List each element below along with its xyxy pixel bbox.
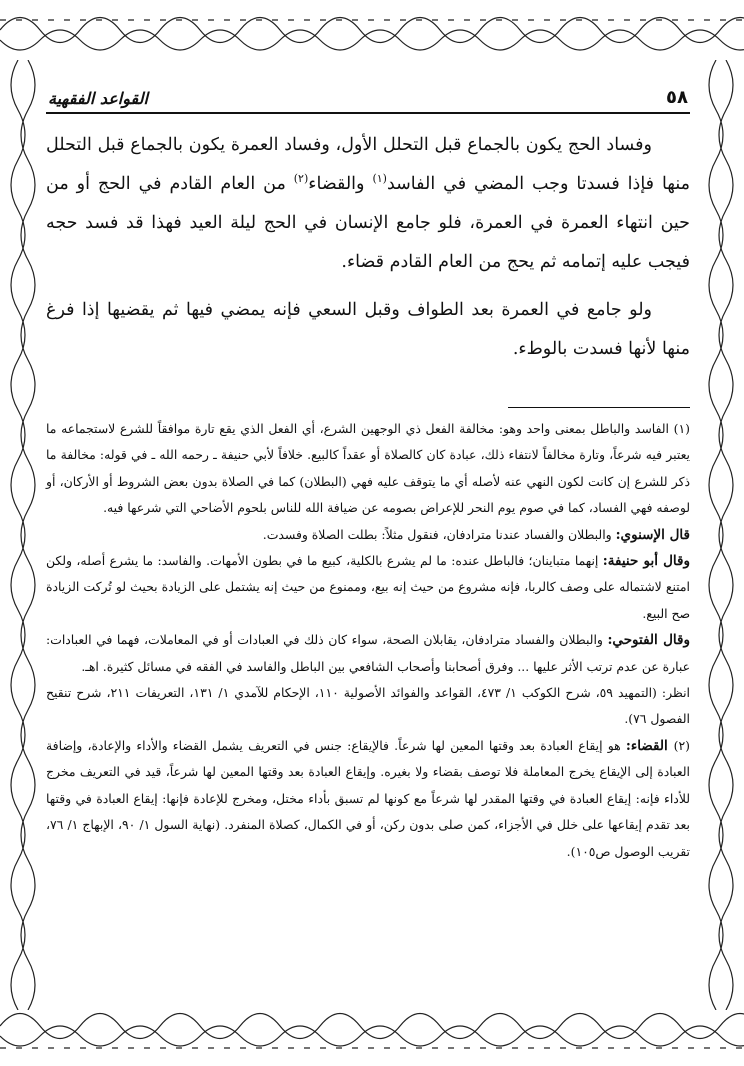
running-title: القواعد الفقهية — [48, 89, 148, 108]
top-ornament-border — [0, 0, 744, 70]
footnote-ref-1[interactable]: (١) — [372, 172, 387, 186]
footnote-1-references: انظر: (التمهيد ٥٩، شرح الكوكب ١/ ٤٧٣، القواعد والفوائد الأصولية ١١٠، الإحكام للآمدي ١/ ١٣١، التعريفات ٢١١، شرح تنقيح الفصول ٧٦). — [46, 685, 690, 727]
page-number: ٥٨ — [666, 87, 688, 108]
footnote-1: (١) الفاسد والباطل بمعنى واحد وهو: مخالفة الفعل ذي الوجهين الشرع، أي الفعل الذي يقع تارة موافقاً للشرع لاستجماعه ما يعتبر فيه شرعاً، وتارة مخالفاً لانتفاء ذلك، عبادة كان كالصلاة أو عقداً كالبيع. خلافاً لأبي حنيفة ـ رحمه الله ـ في قوله: مخالفة ما ذكر للشرع إن كانت لكون النهي عنه لأصله أي ما يتوقف عليه فهي (البطلان) كما في الصلاة بدون بعض الشروط أو الأركان، أو لوصفه فهي الفساد، كما في صوم يوم النحر للإعراض بصومه عن ضيافة الله للناس بلحوم الأضاحي التي شرعها فيه. — [46, 421, 690, 516]
footnote-1-abu-hanifa: وقال أبو حنيفة: إنهما متباينان؛ فالباطل عنده: ما لم يشرع بالكلية، كبيع ما في بطون الأمهات. والفاسد: ما يشرع أصله، ولكن امتنع لاشتماله على وصف كالربا، فإنه مشروع من حيث إنه بيع، وممنوع من حيث إنه يشتمل على الزيادة بحيث لو تُركت الزيادة صح البيع. — [46, 553, 690, 621]
footnotes — [46, 416, 690, 865]
footnote-2: (٢) القضاء: هو إيقاع العبادة بعد وقتها المعين لها شرعاً. فالإيقاع: جنس في التعريف يشمل القضاء والأداء والإعادة، وإضافة العبادة إلى الإيقاع يخرج المعاملة فلا توصف بقضاء ولا بغيره. وإيقاع العبادة بعد وقتها المعين لها شرعاً، قيد في التعريف مخرج للأداء فإنه: إيقاع العبادة في وقتها المقدر لها شرعاً مع كونها لم تسبق بأداء مختل، ومخرج للإعادة فإنها: إيقاع العبادة في وقتها بعد تقدم إيقاعها على خلل في الأجزاء، كمن صلى بدون ركن، أو في الكمال، كصلاة المنفرد. (نهاية السول ١/ ٩٠، الإبهاج ١/ ٧٦، تقريب الوصول ص١٠٥). — [46, 737, 691, 859]
right-ornament-border — [700, 60, 744, 1010]
running-header — [46, 82, 690, 114]
footnote-1-isnawi: قال الإسنوي: والبطلان والفساد عندنا مترادفان، فنقول مثلاً: بطلت الصلاة وفسدت. — [262, 526, 690, 543]
main-text — [46, 126, 690, 369]
bottom-ornament-border — [0, 996, 744, 1066]
page-content — [46, 82, 690, 865]
footnote-ref-2[interactable]: (٢) — [293, 172, 309, 186]
footnote-1-futuhi: وقال الفتوحي: والبطلان والفساد مترادفان، يقابلان الصحة، سواء كان ذلك في العبادات أو في المعاملات، فهما في العبادات: عبارة عن عدم ترتب الأثر عليها ... وفرق أصحابنا وأصحاب الشافعي بين الباطل والفاسد في الفقه في مسائل كثيرة. اهـ. — [46, 632, 690, 674]
main-paragraph-1: وفساد الحج يكون بالجماع قبل التحلل الأول، وفساد العمرة يكون بالجماع قبل التحلل منها فإذا فسدتا وجب المضي في الفاسد$^{(١)}$ والقضاء$^{(٢)}$ من العام القادم في الحج أو من حين انتهاء العمرة في العمرة، فلو جامع الإنسان في الحج ليلة العيد فهذا قد فسد حجه فيجب عليه إتمامه ثم يحج من العام القادم قضاء. — [46, 135, 690, 272]
left-ornament-border — [0, 60, 44, 1010]
footnote-separator — [508, 407, 690, 408]
main-paragraph-2: ولو جامع في العمرة بعد الطواف وقبل السعي فإنه يمضي فيها ثم يقضيها إذا فرغ منها لأنها فسدت بالوطء. — [46, 300, 690, 359]
